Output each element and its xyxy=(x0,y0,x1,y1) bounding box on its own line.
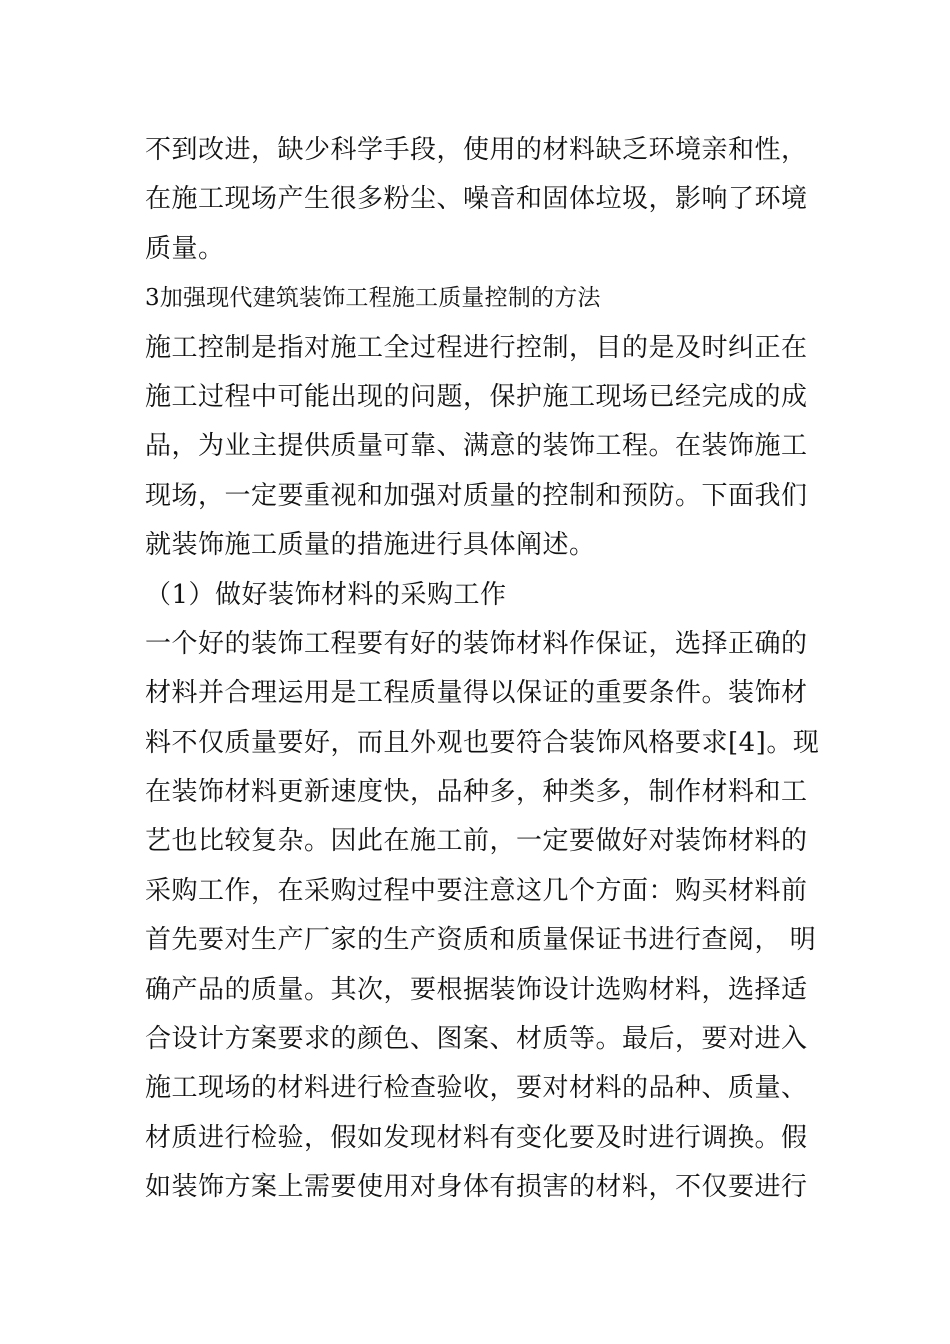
text-line: 施工过程中可能出现的问题，保护施工现场已经完成的成 xyxy=(145,381,808,412)
text-line: 一个好的装饰工程要有好的装饰材料作保证，选择正确的 xyxy=(145,628,808,659)
text-line: 现场，一定要重视和加强对质量的控制和预防。下面我们 xyxy=(145,480,808,511)
text-line: 如装饰方案上需要使用对身体有损害的材料，不仅要进行 xyxy=(145,1172,808,1203)
section-heading: 3加强现代建筑装饰工程施工质量控制的方法 xyxy=(145,285,601,312)
text-line: 在装饰材料更新速度快，品种多，种类多，制作材料和工 xyxy=(145,777,808,808)
text-line: 质量。 xyxy=(145,233,225,264)
text-line: 在施工现场产生很多粉尘、噪音和固体垃圾，影响了环境 xyxy=(145,184,808,215)
text-line: 品，为业主提供质量可靠、满意的装饰工程。在装饰施工 xyxy=(145,431,808,462)
text-line: 就装饰施工质量的措施进行具体阐述。 xyxy=(145,530,596,561)
text-line: 施工现场的材料进行检查验收，要对材料的品种、质量、 xyxy=(145,1073,808,1104)
text-line: 材质进行检验，假如发现材料有变化要及时进行调换。假 xyxy=(145,1122,808,1153)
text-line: 艺也比较复杂。因此在施工前，一定要做好对装饰材料的 xyxy=(145,826,808,857)
text-line: 确产品的质量。其次，要根据装饰设计选购材料，选择适 xyxy=(145,974,808,1005)
subsection-heading: （1）做好装饰材料的采购工作 xyxy=(145,579,507,610)
text-line: 施工控制是指对施工全过程进行控制，目的是及时纠正在 xyxy=(145,332,808,363)
text-line: 首先要对生产厂家的生产资质和质量保证书进行查阅， 明 xyxy=(145,925,817,956)
text-line: 不到改进，缺少科学手段，使用的材料缺乏环境亲和性， xyxy=(145,135,808,165)
text-line: 材料并合理运用是工程质量得以保证的重要条件。装饰材 xyxy=(145,678,808,709)
text-line: 料不仅质量要好，而且外观也要符合装饰风格要求[4]。现 xyxy=(145,727,820,758)
text-line: 采购工作，在采购过程中要注意这几个方面：购买材料前 xyxy=(145,875,808,906)
body-text xyxy=(145,126,820,1213)
text-line: 合设计方案要求的颜色、图案、材质等。最后，要对进入 xyxy=(145,1024,808,1055)
